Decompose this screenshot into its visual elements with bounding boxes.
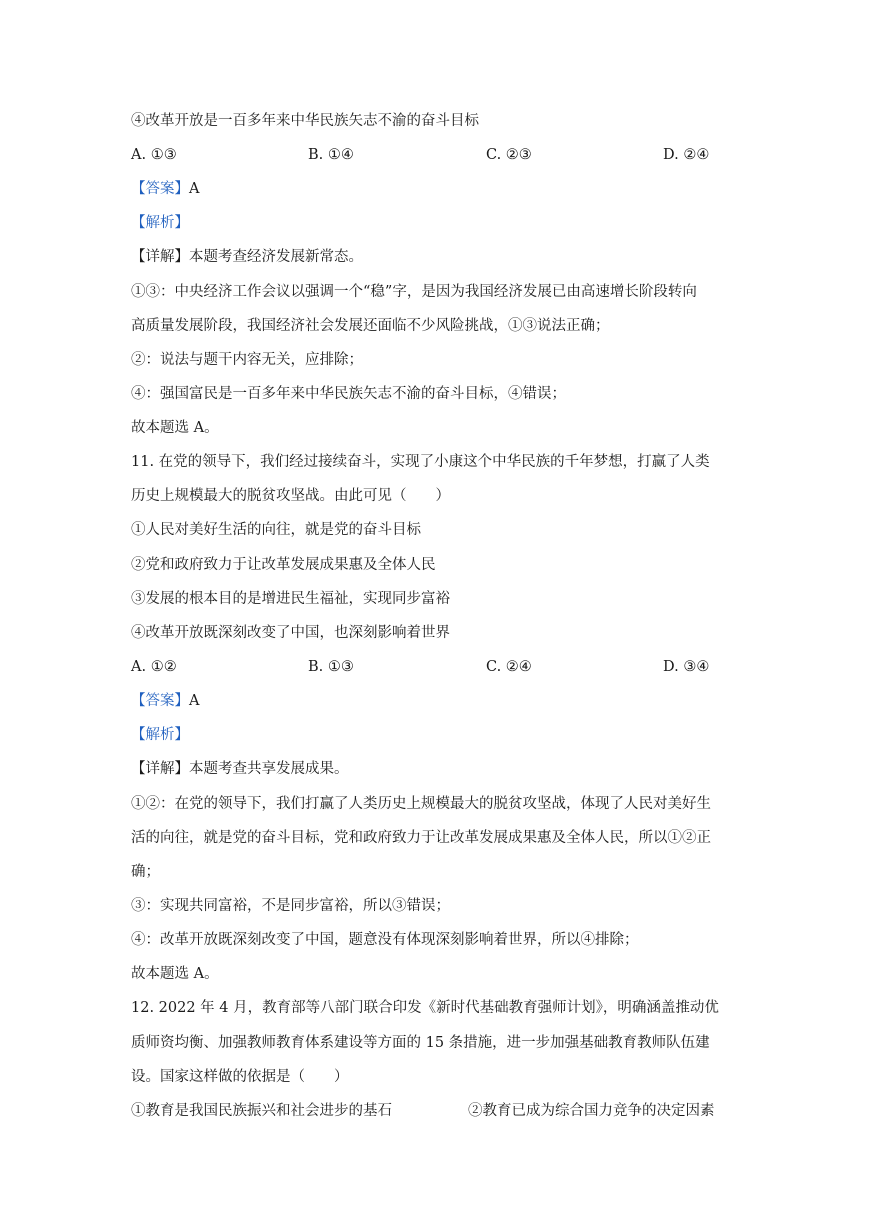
q10-explain-line: ①③：中央经济工作会议以强调一个“稳”字，是因为我国经济发展已由高速增长阶段转向	[131, 284, 697, 300]
q10-item-4: ④改革开放是一百多年来中华民族矢志不渝的奋斗目标	[131, 113, 479, 129]
q11-option-a: A. ①②	[131, 659, 177, 675]
q10-explain-line: 高质量发展阶段，我国经济社会发展还面临不少风险挑战，①③说法正确；	[131, 318, 610, 334]
answer-value: A	[189, 693, 200, 709]
detail-text: 本题考查共享发展成果。	[189, 761, 349, 777]
detail-tag: 【详解】	[131, 249, 189, 265]
answer-value: A	[189, 181, 200, 197]
q10-option-d: D. ②④	[663, 147, 710, 163]
q11-explain-line: 活的向往，就是党的奋斗目标，党和政府致力于让改革发展成果惠及全体人民，所以①②正	[131, 830, 711, 846]
q12-stem-line: 质师资均衡、加强教师教育体系建设等方面的 15 条措施，进一步加强基础教育教师队伍建	[131, 1035, 710, 1051]
detail-text: 本题考查经济发展新常态。	[189, 249, 363, 265]
q11-option-d: D. ③④	[663, 659, 710, 675]
q11-explain-line: ①②：在党的领导下，我们打赢了人类历史上规模最大的脱贫攻坚战，体现了人民对美好生	[131, 796, 711, 812]
q11-item-4: ④改革开放既深刻改变了中国，也深刻影响着世界	[131, 625, 450, 641]
q11-explain-line: 故本题选 A。	[131, 966, 219, 982]
answer-tag: 【答案】	[131, 693, 189, 709]
detail-tag: 【详解】	[131, 761, 189, 777]
q10-answer	[131, 179, 199, 199]
q11-explain-line: 确；	[131, 864, 160, 880]
q11-stem-line: 11. 在党的领导下，我们经过接续奋斗，实现了小康这个中华民族的千年梦想，打赢了人类	[131, 454, 710, 470]
q11-item-2: ②党和政府致力于让改革发展成果惠及全体人民	[131, 557, 436, 573]
q11-item-1: ①人民对美好生活的向往，就是党的奋斗目标	[131, 522, 421, 538]
q12-item-2: ②教育已成为综合国力竞争的决定因素	[468, 1103, 715, 1119]
q11-option-c: C. ②④	[486, 659, 532, 675]
q10-option-a: A. ①③	[131, 147, 177, 163]
q11-answer	[131, 691, 199, 711]
q10-explain-line: 故本题选 A。	[131, 420, 219, 436]
q10-option-b: B. ①④	[308, 147, 354, 163]
q12-item-1: ①教育是我国民族振兴和社会进步的基石	[131, 1103, 392, 1119]
answer-tag: 【答案】	[131, 181, 189, 197]
q11-explain-line: ③：实现共同富裕，不是同步富裕，所以③错误；	[131, 898, 450, 914]
q11-detail	[131, 759, 349, 779]
q12-stem-line: 设。国家这样做的依据是（ ）	[131, 1069, 349, 1085]
q11-analysis-tag: 【解析】	[131, 727, 189, 743]
q10-option-c: C. ②③	[486, 147, 532, 163]
q10-explain-line: ④：强国富民是一百多年来中华民族矢志不渝的奋斗目标，④错误；	[131, 386, 566, 402]
q11-explain-line: ④：改革开放既深刻改变了中国，题意没有体现深刻影响着世界，所以④排除；	[131, 932, 639, 948]
q12-stem-line: 12. 2022 年 4 月，教育部等八部门联合印发《新时代基础教育强师计划》，明确涵盖推动优	[131, 1000, 719, 1016]
q10-explain-line: ②：说法与题干内容无关，应排除；	[131, 352, 363, 368]
q11-item-3: ③发展的根本目的是增进民生福祉，实现同步富裕	[131, 591, 450, 607]
q11-stem-line: 历史上规模最大的脱贫攻坚战。由此可见（ ）	[131, 488, 450, 504]
q10-detail	[131, 247, 363, 267]
q10-analysis-tag: 【解析】	[131, 215, 189, 231]
q11-option-b: B. ①③	[308, 659, 354, 675]
